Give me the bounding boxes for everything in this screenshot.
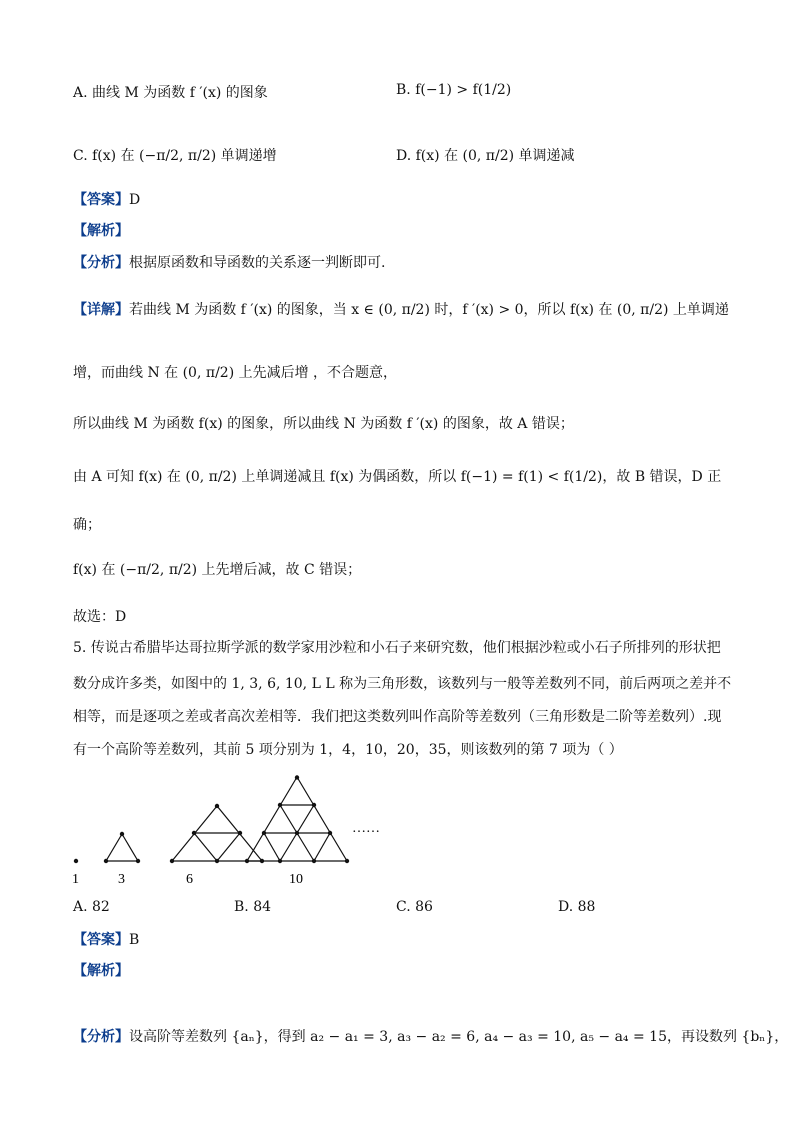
q5-stem-line-2: 数分成许多类，如图中的 1, 3, 6, 10, L L 称为三角形数，该数列与一般等差数列不同，前后两项之差并不 [73,676,732,692]
q4-answer-row [73,190,140,210]
answer-value: B [129,932,140,948]
analysis-label: 【解析】 [73,223,129,239]
triangle-3 [106,834,138,861]
q5-analysis-label [73,961,129,981]
q5-option-a: A. 82 [73,899,110,915]
q4-analysis-label [73,221,129,241]
q4-option-b: B. f(−1) > f(1/2) [396,82,512,98]
q4-detail-line-3: 所以曲线 M 为函数 f(x) 的图象，所以曲线 N 为函数 f ′(x) 的图象，故 A 错误； [73,416,574,432]
figure-label-10: 10 [289,872,303,887]
answer-value: D [129,192,141,208]
q4-option-d: D. f(x) 在 (0, π/2) 单调递减 [396,148,575,164]
q4-detail-line-4: 由 A 可知 f(x) 在 (0, π/2) 上单调递减且 f(x) 为偶函数，所以 f(−1) = f(1) < f(1/2)，故 B 错误，D 正 [73,469,722,485]
q5-option-b: B. 84 [234,899,272,915]
triangle-10 [247,777,347,861]
q4-detail-line-6: f(x) 在 (−π/2, π/2) 上先增后减，故 C 错误； [73,562,362,578]
figure-ellipsis: …… [352,821,380,836]
fenxi-text: 设高阶等差数列 {aₙ}，得到 a₂ − a₁ = 3, a₃ − a₂ = 6, a₄ − a₃ = 10, a₅ − a₄ = 15，再设数列 {bₙ}， [129,1029,789,1045]
q4-choice-line: 故选：D [73,609,127,625]
q5-stem-line-3: 相等，而是逐项之差或者高次差相等．我们把这类数列叫作高阶等差数列（三角形数是二阶等差数列）.现 [73,709,722,725]
q5-stem-line-4: 有一个高阶等差数列，其前 5 项分别为 1，4，10，20，35，则该数列的第 7 项为（ ） [73,742,623,758]
figure-label-1: 1 [72,872,79,887]
triangular-numbers-figure [60,775,400,894]
figure-label-6: 6 [186,872,193,887]
q4-option-c: C. f(x) 在 (−π/2, π/2) 单调递增 [73,148,277,164]
q5-stem-line-1: 5. 传说古希腊毕达哥拉斯学派的数学家用沙粒和小石子来研究数，他们根据沙粒或小石子所排列的形状把 [73,640,721,656]
fenxi-label: 【分析】 [73,255,129,271]
q5-option-c: C. 86 [396,899,433,915]
analysis-label: 【解析】 [73,963,129,979]
fenxi-label: 【分析】 [73,1029,129,1045]
q4-detail-line-2: 增，而曲线 N 在 (0, π/2) 上先减后增 ，不合题意， [73,365,398,381]
q5-option-d: D. 88 [558,899,596,915]
q4-option-a: A. 曲线 M 为函数 f ′(x) 的图象 [73,85,268,101]
fenxi-text: 根据原函数和导函数的关系逐一判断即可. [129,255,386,271]
q5-answer-row [73,930,139,950]
figure-label-3: 3 [118,872,125,887]
q4-detail-line-1 [73,300,729,320]
q4-fenxi-row [73,253,385,273]
q4-detail-line-5: 确； [73,517,101,533]
answer-label: 【答案】 [73,932,129,948]
answer-label: 【答案】 [73,192,129,208]
detail-text-1: 若曲线 M 为函数 f ′(x) 的图象，当 x ∈ (0, π/2) 时，f ′(x) > 0，所以 f(x) 在 (0, π/2) 上单调递 [129,302,729,318]
q5-fenxi-row [73,1027,788,1047]
detail-label: 【详解】 [73,302,129,318]
